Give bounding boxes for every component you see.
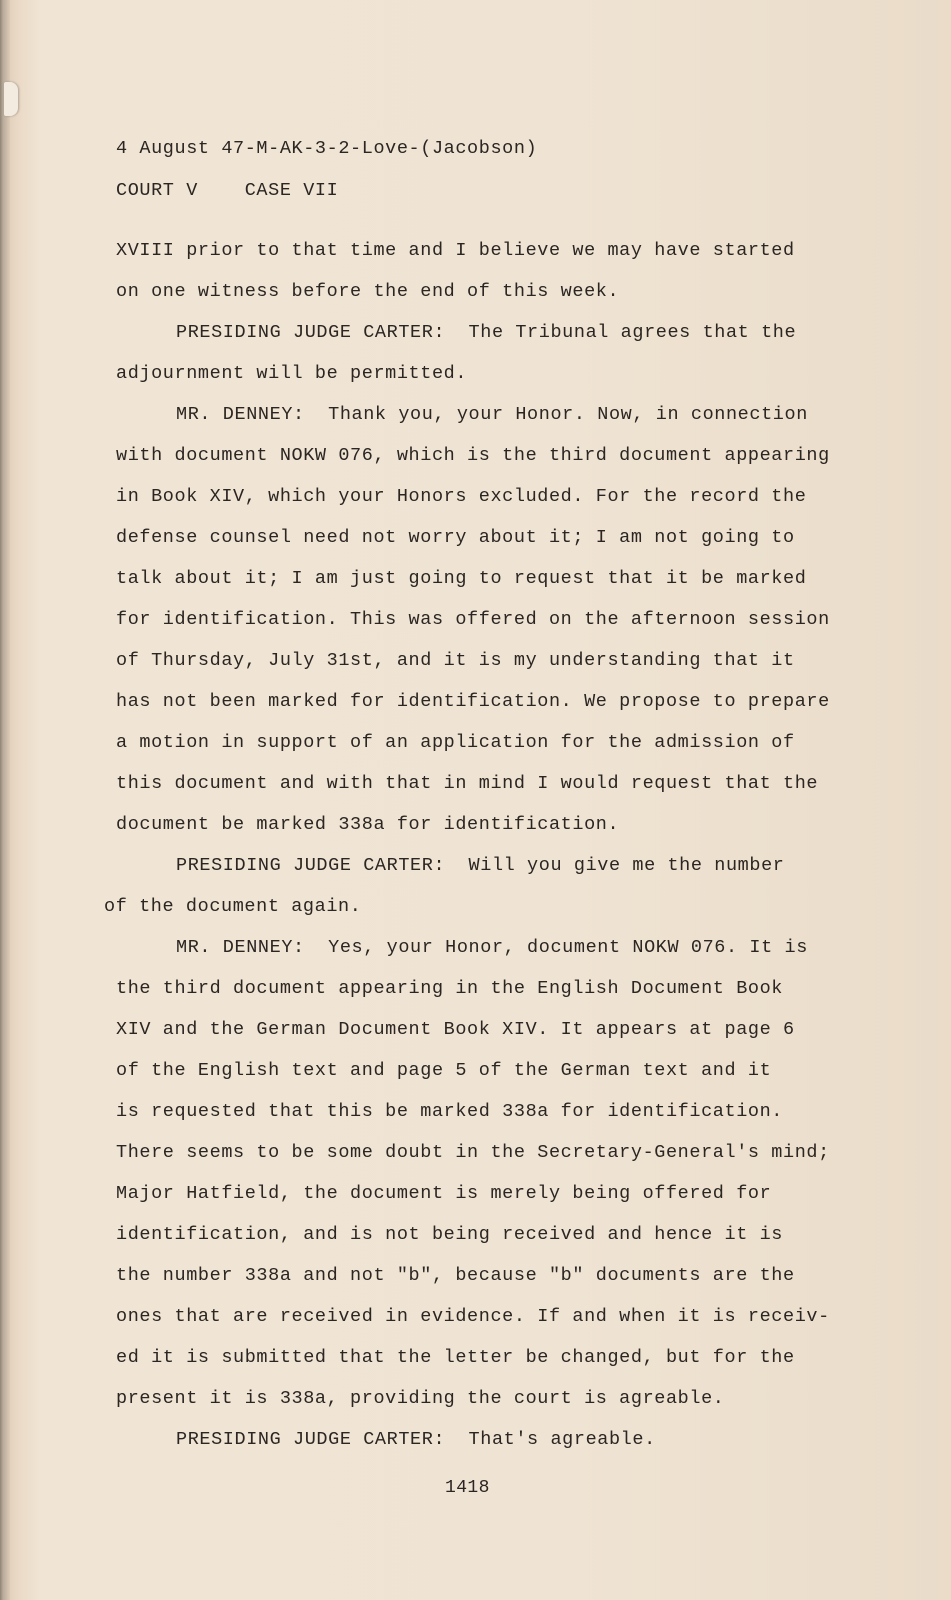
header-reference: 4 August 47-M-AK-3-2-Love-(Jacobson) xyxy=(116,138,538,159)
transcript-line: XIV and the German Document Book XIV. It appears at page 6 xyxy=(116,1019,795,1040)
transcript-line: XVIII prior to that time and I believe we may have started xyxy=(116,240,795,261)
transcript-line: defense counsel need not worry about it; I am not going to xyxy=(116,527,795,548)
transcript-line: adjournment will be permitted. xyxy=(116,363,468,384)
transcript-line: the number 338a and not "b", because "b" documents are the xyxy=(116,1265,795,1286)
transcript-line: in Book XIV, which your Honors excluded. For the record the xyxy=(116,486,807,507)
transcript-line: talk about it; I am just going to request that it be marked xyxy=(116,568,807,589)
transcript-line: has not been marked for identification. We propose to prepare xyxy=(116,691,830,712)
transcript-line: present it is 338a, providing the court is agreable. xyxy=(116,1388,725,1409)
transcript-line: document be marked 338a for identification. xyxy=(116,814,620,835)
transcript-line: the third document appearing in the English Document Book xyxy=(116,978,784,999)
transcript-line: for identification. This was offered on the afternoon session xyxy=(116,609,830,630)
transcript-line: Major Hatfield, the document is merely being offered for xyxy=(116,1183,772,1204)
transcript-line: MR. DENNEY: Yes, your Honor, document NOKW 076. It is xyxy=(176,937,808,958)
transcript-line: is requested that this be marked 338a for identification. xyxy=(116,1101,784,1122)
transcript-line: PRESIDING JUDGE CARTER: That's agreable. xyxy=(176,1429,656,1450)
paper-tear xyxy=(4,82,18,116)
transcript-line: ed it is submitted that the letter be changed, but for the xyxy=(116,1347,795,1368)
transcript-line: with document NOKW 076, which is the third document appearing xyxy=(116,445,830,466)
transcript-line: PRESIDING JUDGE CARTER: The Tribunal agrees that the xyxy=(176,322,797,343)
transcript-line: MR. DENNEY: Thank you, your Honor. Now, in connection xyxy=(176,404,808,425)
transcript-line: PRESIDING JUDGE CARTER: Will you give me the number xyxy=(176,855,785,876)
page-left-edge xyxy=(0,0,10,1600)
transcript-line: There seems to be some doubt in the Secretary-General's mind; xyxy=(116,1142,830,1163)
transcript-line: of Thursday, July 31st, and it is my understanding that it xyxy=(116,650,795,671)
page-number: 1418 xyxy=(445,1478,490,1498)
transcript-line: of the document again. xyxy=(104,896,362,917)
transcript-line: this document and with that in mind I would request that the xyxy=(116,773,819,794)
transcript-line: a motion in support of an application for the admission of xyxy=(116,732,795,753)
transcript-line: identification, and is not being received and hence it is xyxy=(116,1224,784,1245)
transcript-line: on one witness before the end of this week. xyxy=(116,281,620,302)
transcript-line: ones that are received in evidence. If and when it is receiv- xyxy=(116,1306,830,1327)
header-court-case: COURT V CASE VII xyxy=(116,180,339,201)
transcript-line: of the English text and page 5 of the German text and it xyxy=(116,1060,772,1081)
